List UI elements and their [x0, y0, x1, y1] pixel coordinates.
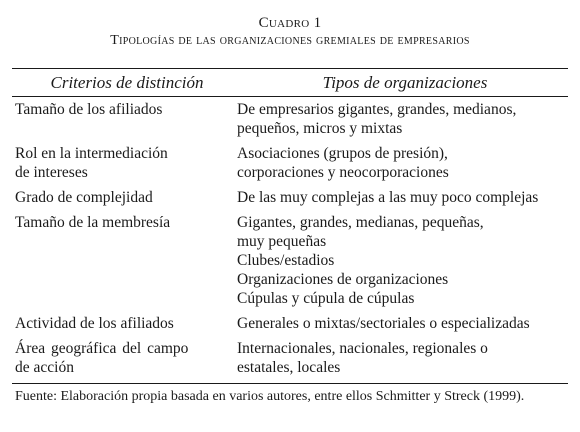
types-cell: [229, 314, 568, 333]
types-line: estatales, locales: [237, 359, 341, 376]
types-cell: [229, 100, 568, 138]
types-line: muy pequeñas: [237, 233, 327, 250]
criterion-cell: [12, 188, 229, 207]
table-title: Tipologías de las organizaciones gremiales de empresarios: [110, 33, 470, 48]
table-row: [12, 339, 568, 377]
types-line: corporaciones y neocorporaciones: [237, 164, 449, 181]
types-cell: [229, 339, 568, 377]
table-number: Cuadro 1: [258, 15, 322, 31]
types-cell: [229, 213, 568, 308]
criterion-cell: [12, 213, 229, 308]
criterion-line: Grado de complejidad: [15, 189, 153, 206]
criterion-cell: [12, 144, 229, 182]
criterion-line: Tamaño de los afiliados: [15, 101, 163, 118]
table-source-note: Fuente: Elaboración propia basada en varios autores, entre ellos Schmitter y Streck (1999).: [15, 389, 525, 404]
header-criteria: Criterios de distinción: [50, 73, 204, 92]
table-body: [12, 97, 568, 377]
criterion-line: Área geográfica del campo: [15, 340, 189, 357]
criterion-cell: [12, 100, 229, 138]
types-line: Generales o mixtas/sectoriales o especializadas: [237, 315, 530, 332]
table-header-row: [12, 69, 568, 93]
criterion-line: Actividad de los afiliados: [15, 315, 174, 332]
criterion-line: Tamaño de la membresía: [15, 214, 171, 231]
criterion-cell: [12, 339, 229, 377]
types-cell: [229, 144, 568, 182]
criterion-line: Rol en la intermediación: [15, 145, 168, 162]
types-cell: [229, 188, 568, 207]
table-row: [12, 144, 568, 182]
criterion-cell: [12, 314, 229, 333]
criterion-line: de acción: [15, 359, 74, 376]
types-line: Internacionales, nacionales, regionales o: [237, 340, 488, 357]
table-row: [12, 188, 568, 207]
types-line: Asociaciones (grupos de presión),: [237, 145, 448, 162]
types-line: Clubes/estadios: [237, 252, 335, 269]
types-line: De empresarios gigantes, grandes, medianos,: [237, 101, 517, 118]
types-line: Cúpulas y cúpula de cúpulas: [237, 290, 415, 307]
table-caption: [12, 14, 568, 50]
table-row: [12, 314, 568, 333]
table-row: [12, 213, 568, 308]
types-line: pequeños, micros y mixtas: [237, 120, 403, 137]
table-row: [12, 100, 568, 138]
types-line: Gigantes, grandes, medianas, pequeñas,: [237, 214, 484, 231]
header-types: Tipos de organizaciones: [322, 73, 488, 92]
criterion-line: de intereses: [15, 164, 88, 181]
types-line: De las muy complejas a las muy poco complejas: [237, 189, 539, 206]
types-line: Organizaciones de organizaciones: [237, 271, 449, 288]
